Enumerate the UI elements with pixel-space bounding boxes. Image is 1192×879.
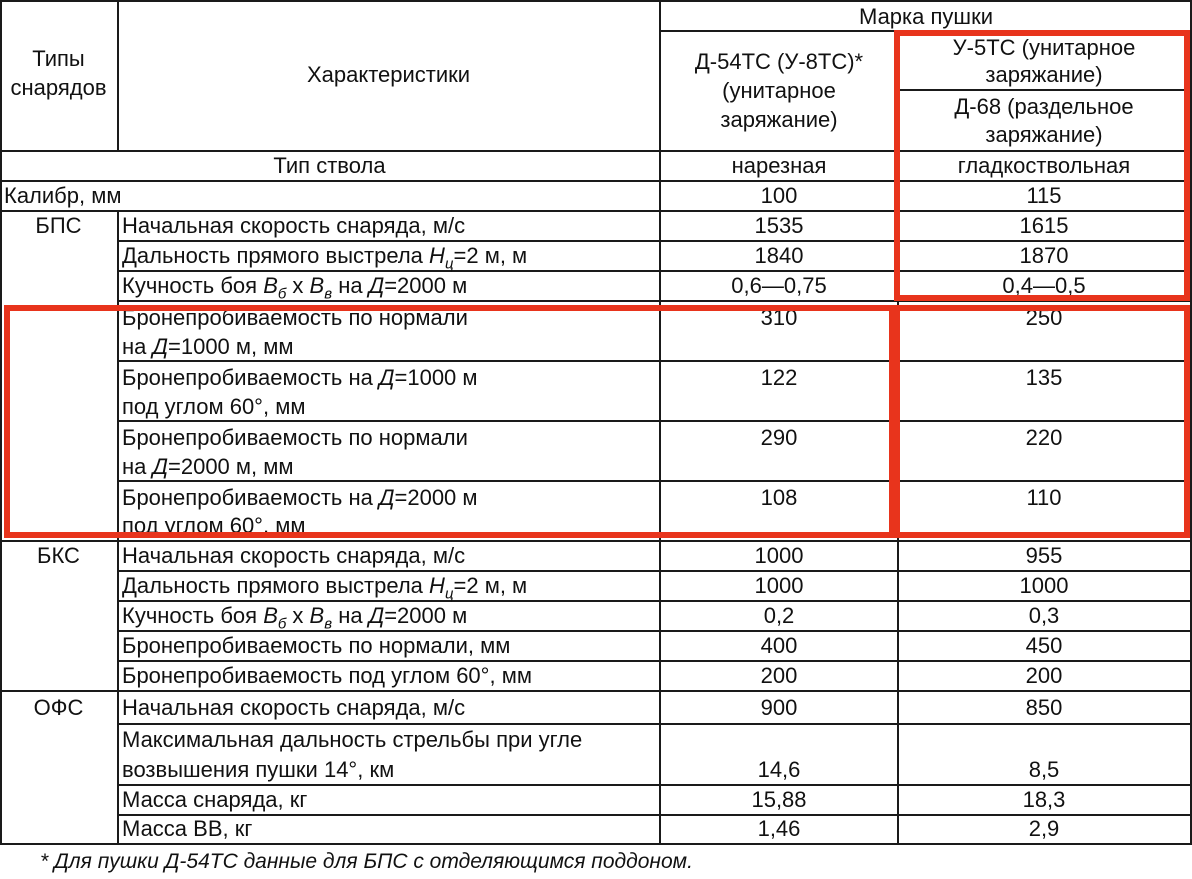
bks-group-label: БКС — [37, 543, 80, 568]
bps-accuracy-v1: 0,6—0,75 — [731, 273, 827, 298]
ofs-mass-v1: 15,88 — [751, 787, 807, 812]
ofs-mass-v2: 18,3 — [1022, 787, 1066, 812]
types-header-line2: снарядов — [10, 75, 107, 100]
barrel-label: Тип ствола — [273, 153, 386, 178]
col2a-header-line1: У-5ТС (унитарное — [952, 35, 1136, 60]
grid-line — [0, 690, 1192, 692]
ofs-velocity-v1: 900 — [760, 695, 798, 720]
bps-pen2-label-line2: под углом 60°, мм — [122, 394, 306, 419]
bks-velocity-v2: 955 — [1025, 543, 1063, 568]
bks-pen-angle-v2: 200 — [1025, 663, 1063, 688]
ofs-explosive-label: Масса ВВ, кг — [122, 816, 253, 841]
bps-pen2-label-line1: Бронепробиваемость на Д=1000 м — [122, 365, 478, 390]
bps-velocity-v1: 1535 — [754, 213, 804, 238]
col1-header-line2: (унитарное — [722, 78, 836, 103]
bps-range-label: Дальность прямого выстрела $Н_ц=2$ м, м — [122, 243, 528, 273]
highlight-frame-right-bottom — [894, 305, 1190, 538]
bks-range-v1: 1000 — [754, 573, 804, 598]
bks-velocity-label: Начальная скорость снаряда, м/с — [122, 543, 466, 568]
bps-pen1-label-line2: на Д=1000 м, мм — [122, 334, 294, 359]
bks-velocity-v1: 1000 — [754, 543, 804, 568]
bps-pen3-v1: 290 — [760, 425, 798, 450]
ofs-explosive-v1: 1,46 — [757, 816, 801, 841]
caliber-v2: 115 — [1026, 183, 1062, 208]
ofs-group-label: ОФС — [33, 695, 84, 720]
bps-pen1-label-line1: Бронепробиваемость по нормали — [122, 305, 468, 330]
bks-pen-angle-v1: 200 — [760, 663, 798, 688]
ofs-mass-label: Масса снаряда, кг — [122, 787, 308, 812]
bps-velocity-v2: 1615 — [1019, 213, 1069, 238]
bks-range-label: Дальность прямого выстрела $Н_ц=2$ м, м — [122, 573, 528, 603]
types-header-line1: Типы — [32, 46, 85, 71]
ofs-maxrange-label-line2: возвышения пушки 14°, км — [122, 757, 395, 782]
ofs-maxrange-label-line1: Максимальная дальность стрельбы при угле — [122, 727, 583, 752]
bps-range-v1: 1840 — [754, 243, 804, 268]
bks-range-v2: 1000 — [1019, 573, 1069, 598]
bps-pen2-v2: 135 — [1025, 365, 1063, 390]
col2a-header-line2: заряжание) — [985, 62, 1103, 87]
bps-pen3-v2: 220 — [1025, 425, 1063, 450]
ofs-maxrange-v1: 14,6 — [757, 757, 801, 782]
bps-accuracy-label: Кучность боя $В_б$ х $В_в$ на Д=2000 м — [122, 273, 468, 303]
bps-pen3-label-line1: Бронепробиваемость по нормали — [122, 425, 468, 450]
col2b-header-line1: Д-68 (раздельное — [954, 94, 1134, 119]
bps-pen4-label-line2: под углом 60°, мм — [122, 513, 306, 538]
caliber-label: Калибр, мм — [4, 183, 122, 208]
barrel-v2: гладкоствольная — [957, 153, 1131, 178]
bps-pen1-v2: 250 — [1025, 305, 1063, 330]
bks-accuracy-v2: 0,3 — [1028, 603, 1060, 628]
bps-pen3-label-line2: на Д=2000 м, мм — [122, 454, 294, 479]
grid-line — [0, 843, 1192, 845]
highlight-frame-right-top — [894, 30, 1190, 301]
barrel-v1: нарезная — [731, 153, 827, 178]
caliber-v1: 100 — [760, 183, 798, 208]
bks-pen-normal-label: Бронепробиваемость по нормали, мм — [122, 633, 511, 658]
gun-brand-header: Марка пушки — [859, 4, 993, 29]
bps-pen4-label-line1: Бронепробиваемость на Д=2000 м — [122, 485, 478, 510]
bks-accuracy-label: Кучность боя $В_б$ х $В_в$ на Д=2000 м — [122, 603, 468, 633]
col1-header-line3: заряжание) — [720, 107, 838, 132]
ofs-maxrange-v2: 8,5 — [1028, 757, 1060, 782]
bps-range-v2: 1870 — [1019, 243, 1069, 268]
highlight-frame-left — [4, 305, 895, 538]
bks-accuracy-v1: 0,2 — [763, 603, 795, 628]
bps-pen1-v1: 310 — [760, 305, 798, 330]
col1-header-line1: Д-54ТС (У-8ТС)* — [694, 49, 864, 74]
bks-pen-normal-v2: 450 — [1025, 633, 1063, 658]
bps-pen4-v1: 108 — [760, 485, 798, 510]
footnote: * Для пушки Д-54ТС данные для БПС с отделяющимся поддоном. — [40, 850, 693, 873]
characteristics-header: Характеристики — [306, 62, 471, 87]
ofs-explosive-v2: 2,9 — [1028, 816, 1060, 841]
ofs-velocity-v2: 850 — [1025, 695, 1063, 720]
col2b-header-line2: заряжание) — [985, 122, 1103, 147]
bps-accuracy-v2: 0,4—0,5 — [1002, 273, 1086, 298]
bps-pen2-v1: 122 — [760, 365, 798, 390]
bps-velocity-label: Начальная скорость снаряда, м/с — [122, 213, 466, 238]
bks-pen-normal-v1: 400 — [760, 633, 798, 658]
bks-pen-angle-label: Бронепробиваемость под углом 60°, мм — [122, 663, 532, 688]
bps-pen4-v2: 110 — [1026, 485, 1062, 510]
bps-group-label: БПС — [35, 213, 82, 238]
ofs-velocity-label: Начальная скорость снаряда, м/с — [122, 695, 466, 720]
